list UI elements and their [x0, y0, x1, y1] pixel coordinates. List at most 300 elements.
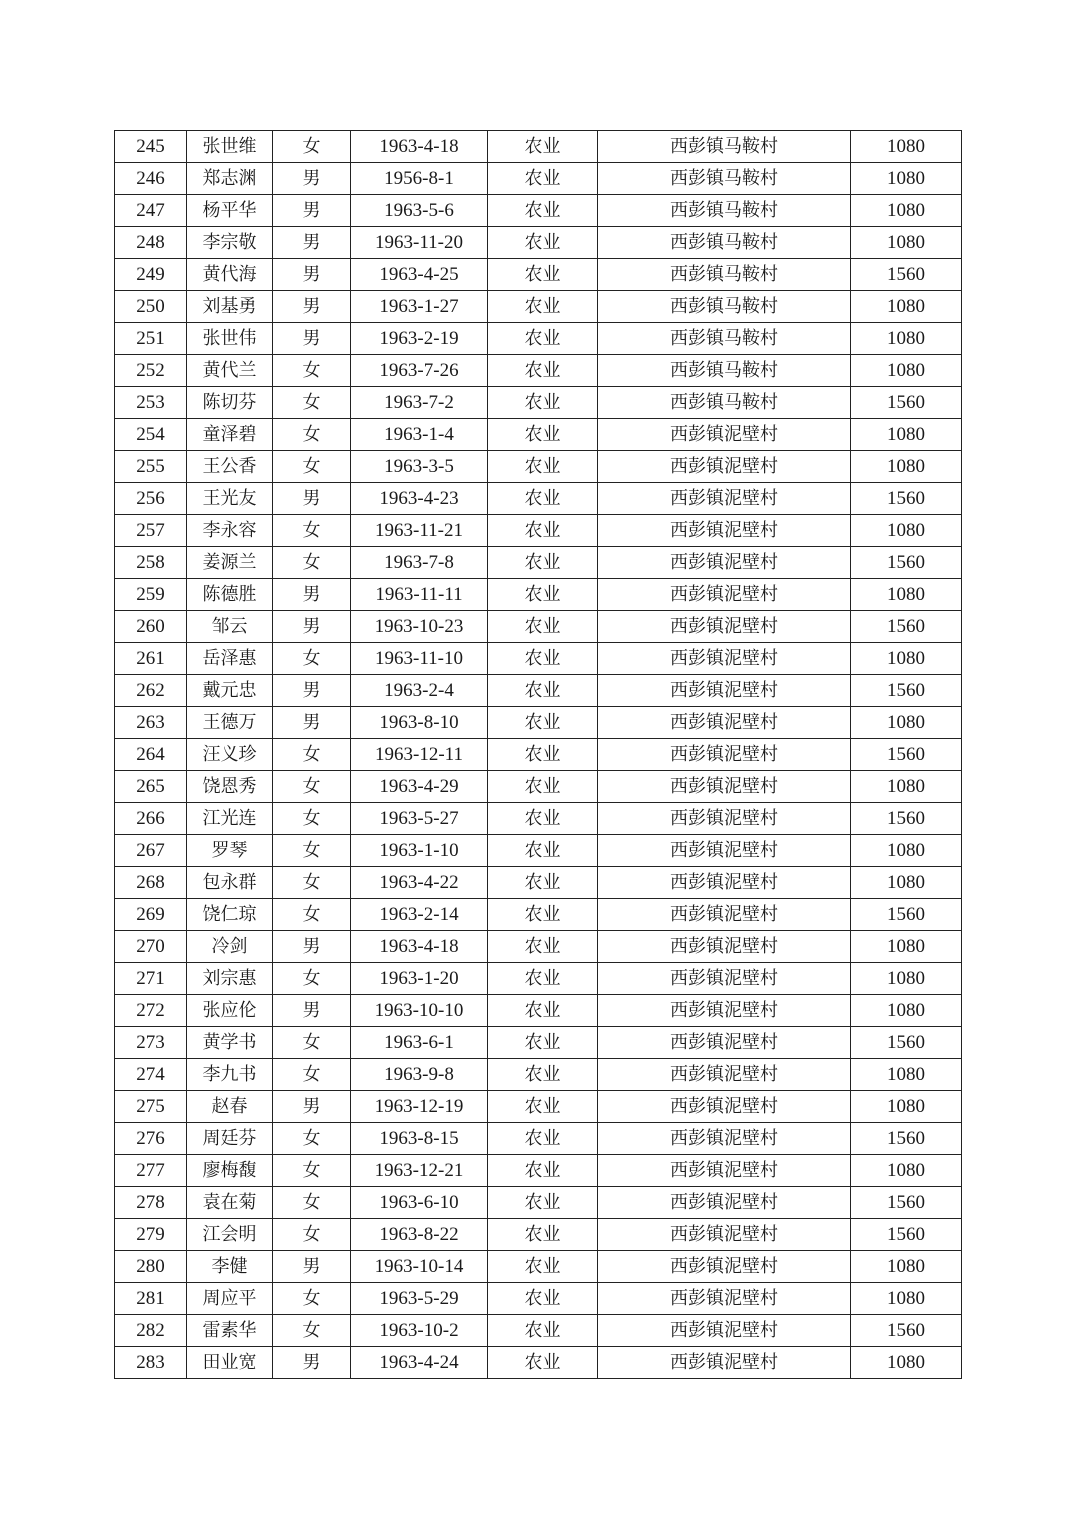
address-cell: 西彭镇泥壁村: [598, 1219, 851, 1251]
serial-cell: 262: [115, 675, 187, 707]
occupation-cell: 农业: [488, 323, 598, 355]
amount-cell: 1560: [851, 1123, 962, 1155]
gender-cell: 女: [273, 643, 351, 675]
gender-cell: 女: [273, 1187, 351, 1219]
table-row: [115, 1123, 962, 1155]
amount-cell: 1080: [851, 1283, 962, 1315]
gender-cell: 女: [273, 963, 351, 995]
address-cell: 西彭镇泥壁村: [598, 963, 851, 995]
gender-cell: 女: [273, 739, 351, 771]
address-cell: 西彭镇泥壁村: [598, 611, 851, 643]
serial-cell: 280: [115, 1251, 187, 1283]
amount-cell: 1080: [851, 291, 962, 323]
serial-cell: 272: [115, 995, 187, 1027]
serial-cell: 281: [115, 1283, 187, 1315]
occupation-cell: 农业: [488, 163, 598, 195]
name-cell: 汪义珍: [187, 739, 273, 771]
gender-cell: 女: [273, 355, 351, 387]
name-cell: 张应伦: [187, 995, 273, 1027]
table-row: [115, 259, 962, 291]
address-cell: 西彭镇马鞍村: [598, 323, 851, 355]
occupation-cell: 农业: [488, 867, 598, 899]
name-cell: 李九书: [187, 1059, 273, 1091]
gender-cell: 女: [273, 515, 351, 547]
occupation-cell: 农业: [488, 931, 598, 963]
table-row: [115, 579, 962, 611]
occupation-cell: 农业: [488, 131, 598, 163]
serial-cell: 260: [115, 611, 187, 643]
gender-cell: 男: [273, 1091, 351, 1123]
gender-cell: 男: [273, 1251, 351, 1283]
birth-date-cell: 1963-5-6: [351, 195, 488, 227]
occupation-cell: 农业: [488, 835, 598, 867]
birth-date-cell: 1963-4-24: [351, 1347, 488, 1379]
gender-cell: 女: [273, 387, 351, 419]
address-cell: 西彭镇泥壁村: [598, 1091, 851, 1123]
serial-cell: 271: [115, 963, 187, 995]
occupation-cell: 农业: [488, 1283, 598, 1315]
gender-cell: 男: [273, 163, 351, 195]
amount-cell: 1080: [851, 355, 962, 387]
occupation-cell: 农业: [488, 963, 598, 995]
occupation-cell: 农业: [488, 547, 598, 579]
amount-cell: 1560: [851, 483, 962, 515]
gender-cell: 男: [273, 931, 351, 963]
table-body: [115, 131, 962, 1379]
name-cell: 姜源兰: [187, 547, 273, 579]
name-cell: 江光连: [187, 803, 273, 835]
address-cell: 西彭镇泥壁村: [598, 1123, 851, 1155]
amount-cell: 1080: [851, 195, 962, 227]
occupation-cell: 农业: [488, 515, 598, 547]
occupation-cell: 农业: [488, 227, 598, 259]
serial-cell: 268: [115, 867, 187, 899]
amount-cell: 1080: [851, 1091, 962, 1123]
table-row: [115, 963, 962, 995]
birth-date-cell: 1963-1-27: [351, 291, 488, 323]
birth-date-cell: 1963-2-4: [351, 675, 488, 707]
amount-cell: 1080: [851, 163, 962, 195]
birth-date-cell: 1963-2-19: [351, 323, 488, 355]
serial-cell: 263: [115, 707, 187, 739]
occupation-cell: 农业: [488, 707, 598, 739]
name-cell: 黄代兰: [187, 355, 273, 387]
occupation-cell: 农业: [488, 675, 598, 707]
table-row: [115, 1219, 962, 1251]
birth-date-cell: 1963-11-21: [351, 515, 488, 547]
occupation-cell: 农业: [488, 1219, 598, 1251]
name-cell: 王德万: [187, 707, 273, 739]
gender-cell: 男: [273, 291, 351, 323]
serial-cell: 258: [115, 547, 187, 579]
table-row: [115, 707, 962, 739]
birth-date-cell: 1963-12-21: [351, 1155, 488, 1187]
name-cell: 冷剑: [187, 931, 273, 963]
occupation-cell: 农业: [488, 1091, 598, 1123]
gender-cell: 女: [273, 835, 351, 867]
address-cell: 西彭镇泥壁村: [598, 1155, 851, 1187]
name-cell: 张世伟: [187, 323, 273, 355]
birth-date-cell: 1963-1-4: [351, 419, 488, 451]
address-cell: 西彭镇泥壁村: [598, 835, 851, 867]
amount-cell: 1560: [851, 1315, 962, 1347]
amount-cell: 1560: [851, 1219, 962, 1251]
occupation-cell: 农业: [488, 803, 598, 835]
name-cell: 黄代海: [187, 259, 273, 291]
address-cell: 西彭镇泥壁村: [598, 803, 851, 835]
name-cell: 童泽碧: [187, 419, 273, 451]
occupation-cell: 农业: [488, 899, 598, 931]
amount-cell: 1080: [851, 515, 962, 547]
birth-date-cell: 1963-10-2: [351, 1315, 488, 1347]
birth-date-cell: 1963-6-10: [351, 1187, 488, 1219]
name-cell: 邹云: [187, 611, 273, 643]
amount-cell: 1080: [851, 131, 962, 163]
table-row: [115, 643, 962, 675]
address-cell: 西彭镇泥壁村: [598, 515, 851, 547]
gender-cell: 女: [273, 1059, 351, 1091]
birth-date-cell: 1963-4-29: [351, 771, 488, 803]
address-cell: 西彭镇泥壁村: [598, 867, 851, 899]
gender-cell: 男: [273, 1347, 351, 1379]
name-cell: 黄学书: [187, 1027, 273, 1059]
table-row: [115, 227, 962, 259]
amount-cell: 1560: [851, 387, 962, 419]
birth-date-cell: 1963-10-23: [351, 611, 488, 643]
occupation-cell: 农业: [488, 579, 598, 611]
amount-cell: 1080: [851, 643, 962, 675]
gender-cell: 女: [273, 771, 351, 803]
address-cell: 西彭镇马鞍村: [598, 355, 851, 387]
name-cell: 罗琴: [187, 835, 273, 867]
serial-cell: 251: [115, 323, 187, 355]
amount-cell: 1080: [851, 1347, 962, 1379]
address-cell: 西彭镇马鞍村: [598, 387, 851, 419]
table-row: [115, 323, 962, 355]
amount-cell: 1080: [851, 419, 962, 451]
serial-cell: 261: [115, 643, 187, 675]
gender-cell: 男: [273, 195, 351, 227]
serial-cell: 264: [115, 739, 187, 771]
amount-cell: 1560: [851, 1027, 962, 1059]
name-cell: 饶恩秀: [187, 771, 273, 803]
serial-cell: 252: [115, 355, 187, 387]
serial-cell: 259: [115, 579, 187, 611]
amount-cell: 1080: [851, 1155, 962, 1187]
table-row: [115, 803, 962, 835]
serial-cell: 246: [115, 163, 187, 195]
table-row: [115, 515, 962, 547]
address-cell: 西彭镇泥壁村: [598, 707, 851, 739]
occupation-cell: 农业: [488, 1187, 598, 1219]
gender-cell: 女: [273, 1283, 351, 1315]
table-row: [115, 611, 962, 643]
table-row: [115, 1027, 962, 1059]
address-cell: 西彭镇泥壁村: [598, 1251, 851, 1283]
amount-cell: 1080: [851, 451, 962, 483]
amount-cell: 1080: [851, 579, 962, 611]
amount-cell: 1560: [851, 611, 962, 643]
amount-cell: 1560: [851, 675, 962, 707]
serial-cell: 270: [115, 931, 187, 963]
birth-date-cell: 1963-1-20: [351, 963, 488, 995]
name-cell: 岳泽惠: [187, 643, 273, 675]
birth-date-cell: 1963-12-19: [351, 1091, 488, 1123]
gender-cell: 女: [273, 451, 351, 483]
name-cell: 廖梅馥: [187, 1155, 273, 1187]
address-cell: 西彭镇泥壁村: [598, 1347, 851, 1379]
address-cell: 西彭镇马鞍村: [598, 163, 851, 195]
address-cell: 西彭镇泥壁村: [598, 739, 851, 771]
serial-cell: 249: [115, 259, 187, 291]
occupation-cell: 农业: [488, 643, 598, 675]
gender-cell: 女: [273, 899, 351, 931]
occupation-cell: 农业: [488, 1315, 598, 1347]
occupation-cell: 农业: [488, 1059, 598, 1091]
table-row: [115, 1251, 962, 1283]
gender-cell: 男: [273, 483, 351, 515]
address-cell: 西彭镇泥壁村: [598, 771, 851, 803]
birth-date-cell: 1963-5-27: [351, 803, 488, 835]
birth-date-cell: 1963-11-11: [351, 579, 488, 611]
roster-table: [114, 130, 962, 1379]
birth-date-cell: 1963-10-10: [351, 995, 488, 1027]
gender-cell: 女: [273, 547, 351, 579]
address-cell: 西彭镇泥壁村: [598, 579, 851, 611]
amount-cell: 1080: [851, 835, 962, 867]
birth-date-cell: 1963-8-15: [351, 1123, 488, 1155]
occupation-cell: 农业: [488, 1347, 598, 1379]
occupation-cell: 农业: [488, 739, 598, 771]
serial-cell: 265: [115, 771, 187, 803]
table-row: [115, 1315, 962, 1347]
occupation-cell: 农业: [488, 1123, 598, 1155]
serial-cell: 283: [115, 1347, 187, 1379]
birth-date-cell: 1963-7-2: [351, 387, 488, 419]
name-cell: 李永容: [187, 515, 273, 547]
serial-cell: 279: [115, 1219, 187, 1251]
birth-date-cell: 1963-1-10: [351, 835, 488, 867]
birth-date-cell: 1963-11-20: [351, 227, 488, 259]
name-cell: 王公香: [187, 451, 273, 483]
occupation-cell: 农业: [488, 483, 598, 515]
name-cell: 郑志渊: [187, 163, 273, 195]
serial-cell: 255: [115, 451, 187, 483]
serial-cell: 253: [115, 387, 187, 419]
serial-cell: 275: [115, 1091, 187, 1123]
gender-cell: 男: [273, 995, 351, 1027]
table-row: [115, 1187, 962, 1219]
occupation-cell: 农业: [488, 355, 598, 387]
gender-cell: 女: [273, 419, 351, 451]
gender-cell: 男: [273, 611, 351, 643]
birth-date-cell: 1963-4-25: [351, 259, 488, 291]
table-row: [115, 995, 962, 1027]
table-row: [115, 739, 962, 771]
name-cell: 戴元忠: [187, 675, 273, 707]
name-cell: 李宗敬: [187, 227, 273, 259]
serial-cell: 273: [115, 1027, 187, 1059]
gender-cell: 女: [273, 867, 351, 899]
birth-date-cell: 1963-5-29: [351, 1283, 488, 1315]
birth-date-cell: 1963-4-18: [351, 131, 488, 163]
serial-cell: 266: [115, 803, 187, 835]
serial-cell: 269: [115, 899, 187, 931]
name-cell: 田业宽: [187, 1347, 273, 1379]
occupation-cell: 农业: [488, 611, 598, 643]
amount-cell: 1080: [851, 995, 962, 1027]
gender-cell: 男: [273, 323, 351, 355]
address-cell: 西彭镇泥壁村: [598, 931, 851, 963]
table-row: [115, 419, 962, 451]
name-cell: 饶仁琼: [187, 899, 273, 931]
address-cell: 西彭镇泥壁村: [598, 995, 851, 1027]
address-cell: 西彭镇泥壁村: [598, 1027, 851, 1059]
serial-cell: 274: [115, 1059, 187, 1091]
occupation-cell: 农业: [488, 771, 598, 803]
gender-cell: 男: [273, 579, 351, 611]
amount-cell: 1080: [851, 707, 962, 739]
occupation-cell: 农业: [488, 387, 598, 419]
birth-date-cell: 1963-11-10: [351, 643, 488, 675]
gender-cell: 女: [273, 803, 351, 835]
table-row: [115, 291, 962, 323]
table-row: [115, 675, 962, 707]
gender-cell: 女: [273, 1155, 351, 1187]
table-row: [115, 547, 962, 579]
address-cell: 西彭镇泥壁村: [598, 483, 851, 515]
birth-date-cell: 1963-12-11: [351, 739, 488, 771]
serial-cell: 277: [115, 1155, 187, 1187]
amount-cell: 1560: [851, 1187, 962, 1219]
amount-cell: 1080: [851, 931, 962, 963]
birth-date-cell: 1963-2-14: [351, 899, 488, 931]
amount-cell: 1080: [851, 963, 962, 995]
name-cell: 袁在菊: [187, 1187, 273, 1219]
name-cell: 王光友: [187, 483, 273, 515]
name-cell: 李健: [187, 1251, 273, 1283]
occupation-cell: 农业: [488, 1027, 598, 1059]
birth-date-cell: 1963-6-1: [351, 1027, 488, 1059]
name-cell: 周廷芬: [187, 1123, 273, 1155]
table-row: [115, 931, 962, 963]
address-cell: 西彭镇泥壁村: [598, 451, 851, 483]
address-cell: 西彭镇马鞍村: [598, 131, 851, 163]
birth-date-cell: 1963-7-26: [351, 355, 488, 387]
table-row: [115, 387, 962, 419]
birth-date-cell: 1963-10-14: [351, 1251, 488, 1283]
address-cell: 西彭镇泥壁村: [598, 643, 851, 675]
occupation-cell: 农业: [488, 259, 598, 291]
gender-cell: 女: [273, 1123, 351, 1155]
serial-cell: 247: [115, 195, 187, 227]
gender-cell: 男: [273, 259, 351, 291]
serial-cell: 278: [115, 1187, 187, 1219]
table-row: [115, 451, 962, 483]
table-row: [115, 163, 962, 195]
name-cell: 周应平: [187, 1283, 273, 1315]
address-cell: 西彭镇泥壁村: [598, 547, 851, 579]
name-cell: 雷素华: [187, 1315, 273, 1347]
table-row: [115, 195, 962, 227]
birth-date-cell: 1963-8-22: [351, 1219, 488, 1251]
amount-cell: 1080: [851, 771, 962, 803]
serial-cell: 248: [115, 227, 187, 259]
gender-cell: 男: [273, 707, 351, 739]
table-row: [115, 1091, 962, 1123]
table-row: [115, 131, 962, 163]
amount-cell: 1080: [851, 227, 962, 259]
occupation-cell: 农业: [488, 291, 598, 323]
table-row: [115, 899, 962, 931]
name-cell: 张世维: [187, 131, 273, 163]
table-row: [115, 835, 962, 867]
address-cell: 西彭镇马鞍村: [598, 195, 851, 227]
gender-cell: 女: [273, 1219, 351, 1251]
name-cell: 陈德胜: [187, 579, 273, 611]
amount-cell: 1080: [851, 323, 962, 355]
occupation-cell: 农业: [488, 195, 598, 227]
table-row: [115, 771, 962, 803]
address-cell: 西彭镇泥壁村: [598, 899, 851, 931]
amount-cell: 1560: [851, 739, 962, 771]
serial-cell: 254: [115, 419, 187, 451]
name-cell: 陈切芬: [187, 387, 273, 419]
gender-cell: 男: [273, 227, 351, 259]
birth-date-cell: 1963-7-8: [351, 547, 488, 579]
table-row: [115, 355, 962, 387]
name-cell: 杨平华: [187, 195, 273, 227]
address-cell: 西彭镇泥壁村: [598, 1059, 851, 1091]
amount-cell: 1560: [851, 547, 962, 579]
serial-cell: 267: [115, 835, 187, 867]
address-cell: 西彭镇泥壁村: [598, 675, 851, 707]
table-row: [115, 1155, 962, 1187]
occupation-cell: 农业: [488, 1251, 598, 1283]
amount-cell: 1080: [851, 1059, 962, 1091]
table-row: [115, 1347, 962, 1379]
serial-cell: 282: [115, 1315, 187, 1347]
amount-cell: 1560: [851, 899, 962, 931]
gender-cell: 男: [273, 675, 351, 707]
gender-cell: 女: [273, 1027, 351, 1059]
serial-cell: 256: [115, 483, 187, 515]
serial-cell: 250: [115, 291, 187, 323]
address-cell: 西彭镇马鞍村: [598, 227, 851, 259]
address-cell: 西彭镇马鞍村: [598, 291, 851, 323]
gender-cell: 女: [273, 1315, 351, 1347]
name-cell: 江会明: [187, 1219, 273, 1251]
serial-cell: 257: [115, 515, 187, 547]
address-cell: 西彭镇泥壁村: [598, 1315, 851, 1347]
name-cell: 刘基勇: [187, 291, 273, 323]
occupation-cell: 农业: [488, 419, 598, 451]
birth-date-cell: 1963-4-22: [351, 867, 488, 899]
birth-date-cell: 1956-8-1: [351, 163, 488, 195]
amount-cell: 1560: [851, 803, 962, 835]
birth-date-cell: 1963-3-5: [351, 451, 488, 483]
name-cell: 包永群: [187, 867, 273, 899]
table-row: [115, 483, 962, 515]
amount-cell: 1080: [851, 1251, 962, 1283]
occupation-cell: 农业: [488, 1155, 598, 1187]
amount-cell: 1080: [851, 867, 962, 899]
birth-date-cell: 1963-4-18: [351, 931, 488, 963]
address-cell: 西彭镇泥壁村: [598, 419, 851, 451]
table-row: [115, 867, 962, 899]
occupation-cell: 农业: [488, 995, 598, 1027]
name-cell: 刘宗惠: [187, 963, 273, 995]
